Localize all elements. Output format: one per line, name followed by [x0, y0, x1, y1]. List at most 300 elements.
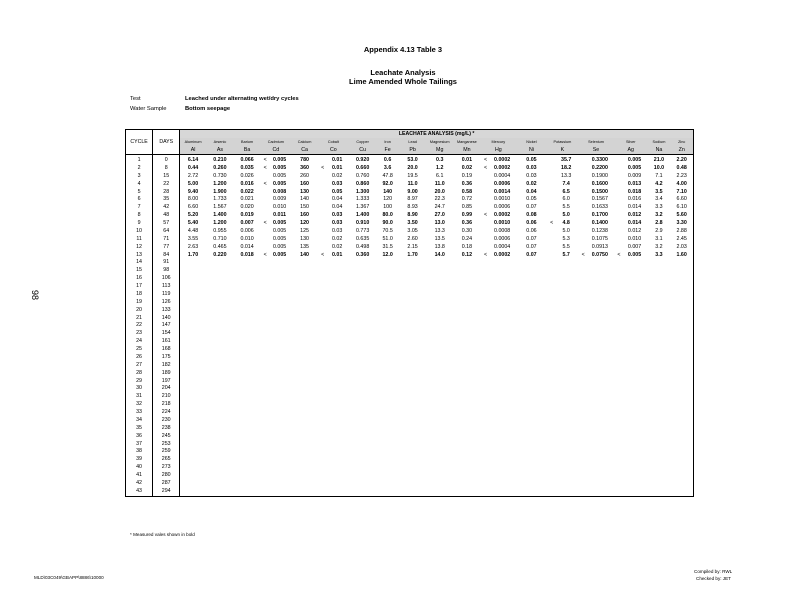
value-cell-na: [648, 370, 671, 378]
value-cell-cd: [268, 448, 292, 456]
qualifier-cell: [578, 448, 586, 456]
checked-by: Checked by: JET: [696, 576, 731, 581]
table-row: [126, 196, 694, 204]
qualifier-cell: [260, 307, 268, 315]
value-cell-cu: [349, 456, 376, 464]
value-cell-cd: 0.005: [272, 235, 287, 242]
qualifier-cell: [260, 448, 268, 456]
qualifier-cell: [260, 464, 268, 472]
value-cell-k: 18.2: [561, 164, 572, 171]
qualifier-cell: [480, 322, 488, 330]
value-cell-zn: [670, 299, 693, 307]
qualifier-cell: [614, 433, 622, 441]
value-cell-co: [325, 370, 349, 378]
value-cell-fe: 100: [383, 204, 393, 211]
value-cell-cd: [268, 433, 292, 441]
table-row: [126, 362, 694, 370]
qualifier-cell: [480, 488, 488, 496]
value-cell-ba: [234, 409, 260, 417]
value-cell-ba: 0.014: [240, 243, 254, 250]
element-name-co: Cobalt: [318, 138, 349, 145]
value-cell-co: 0.03: [331, 180, 343, 187]
cycle-cell: 3: [126, 173, 153, 181]
qualifier-cell: [578, 299, 586, 307]
value-cell-as: 0.220: [213, 251, 227, 258]
value-cell-zn: [670, 275, 693, 283]
value-cell-ba: 0.007: [240, 220, 254, 226]
subtitle-leachate: Leachate Analysis: [370, 68, 436, 77]
table-row: [126, 330, 694, 338]
table-row: [126, 370, 694, 378]
value-cell-ni: 0.07: [526, 235, 537, 242]
value-cell-hg: 0.0010: [494, 196, 511, 203]
qualifier-cell: [547, 315, 555, 323]
value-cell-pb: [399, 393, 426, 401]
value-cell-mn: [453, 488, 480, 496]
days-cell: 224: [153, 409, 180, 417]
qualifier-cell: [547, 204, 555, 212]
qualifier-cell: [480, 299, 488, 307]
value-cell-ca: 160: [300, 212, 309, 219]
value-cell-ag: 0.007: [627, 243, 642, 250]
value-cell-cu: [349, 448, 376, 456]
qualifier-cell: [547, 393, 555, 401]
value-cell-zn: 2.20: [676, 157, 687, 163]
value-cell-mn: 0.36: [461, 180, 473, 187]
cycle-cell: 13: [126, 252, 153, 260]
qualifier-cell: [547, 236, 555, 244]
value-cell-ba: [234, 441, 260, 449]
value-cell-se: [586, 315, 614, 323]
days-cell: 154: [153, 330, 180, 338]
table-row: [126, 409, 694, 417]
qualifier-cell: [578, 346, 586, 354]
value-cell-as: [206, 275, 234, 283]
qualifier-cell: [614, 354, 622, 362]
value-cell-cd: [268, 417, 292, 425]
value-cell-ni: [516, 338, 546, 346]
qualifier-cell: [260, 283, 268, 291]
value-cell-ni: [516, 417, 546, 425]
value-cell-fe: 0.6: [383, 157, 392, 163]
value-cell-co: [325, 315, 349, 323]
value-cell-cd: [268, 378, 292, 386]
value-cell-cd: [268, 456, 292, 464]
element-symbol-zn: Zn: [670, 145, 693, 155]
value-cell-se: [586, 448, 614, 456]
value-cell-ca: [292, 322, 318, 330]
value-cell-as: 0.465: [213, 243, 227, 250]
value-cell-zn: [670, 362, 693, 370]
value-cell-se: 0.3300: [591, 157, 608, 163]
value-cell-ca: 125: [300, 227, 309, 234]
qualifier-cell: [547, 480, 555, 488]
element-symbol-ca: Ca: [292, 145, 318, 155]
value-cell-k: [554, 448, 578, 456]
qualifier-cell: [318, 417, 326, 425]
value-cell-co: [325, 385, 349, 393]
value-cell-cu: 1.367: [356, 204, 370, 211]
value-cell-co: [325, 338, 349, 346]
qualifier-cell: [260, 456, 268, 464]
value-cell-zn: 0.48: [676, 164, 687, 171]
value-cell-k: [554, 346, 578, 354]
value-cell-ni: 0.03: [526, 164, 537, 171]
days-cell: 238: [153, 425, 180, 433]
value-cell-mg: [426, 307, 453, 315]
qualifier-cell: [480, 456, 488, 464]
cycle-cell: 22: [126, 322, 153, 330]
value-cell-ca: [292, 472, 318, 480]
value-cell-pb: [399, 448, 426, 456]
value-cell-cd: [268, 409, 292, 417]
value-cell-hg: 0.0014: [494, 188, 511, 195]
value-cell-mg: [426, 433, 453, 441]
value-cell-cu: [349, 267, 376, 275]
value-cell-hg: 0.0004: [494, 243, 511, 250]
value-cell-na: [648, 385, 671, 393]
value-cell-ni: [516, 315, 546, 323]
value-cell-al: [180, 275, 206, 283]
days-cell: 218: [153, 401, 180, 409]
value-cell-co: [325, 267, 349, 275]
value-cell-zn: [670, 472, 693, 480]
qualifier-cell: [480, 354, 488, 362]
value-cell-mn: [453, 472, 480, 480]
value-cell-al: [180, 338, 206, 346]
value-cell-ba: [234, 299, 260, 307]
value-cell-se: [586, 472, 614, 480]
value-cell-cd: [268, 441, 292, 449]
value-cell-co: [325, 330, 349, 338]
value-cell-pb: [399, 307, 426, 315]
value-cell-mg: [426, 354, 453, 362]
qualifier-cell: [480, 315, 488, 323]
value-cell-mn: 0.99: [461, 212, 473, 219]
element-name-zn: Zinc: [670, 138, 693, 145]
value-cell-cu: [349, 417, 376, 425]
qualifier-cell: [614, 480, 622, 488]
value-cell-ni: 0.07: [526, 204, 537, 211]
value-cell-cu: [349, 378, 376, 386]
value-cell-zn: [670, 464, 693, 472]
value-cell-co: 0.01: [331, 157, 343, 163]
table-row: [126, 236, 694, 244]
value-cell-ag: [622, 464, 648, 472]
element-name-na: Sodium: [648, 138, 671, 145]
value-cell-mn: [453, 393, 480, 401]
value-cell-na: [648, 417, 671, 425]
value-cell-hg: [488, 385, 516, 393]
file-path: MLD\03C049\GBAPP\8886\10000: [34, 575, 104, 580]
value-cell-mg: 14.0: [434, 251, 445, 258]
value-cell-as: [206, 456, 234, 464]
qualifier-cell: [614, 425, 622, 433]
value-cell-pb: 19.5: [407, 172, 418, 179]
value-cell-ca: [292, 385, 318, 393]
qualifier-cell: [318, 456, 326, 464]
days-cell: 91: [153, 259, 180, 267]
value-cell-se: [586, 488, 614, 496]
table-row: [126, 464, 694, 472]
table-row: [126, 204, 694, 212]
value-cell-k: [554, 267, 578, 275]
value-cell-cu: [349, 393, 376, 401]
value-cell-cu: 1.400: [356, 212, 370, 219]
value-cell-k: [554, 401, 578, 409]
value-cell-al: [180, 362, 206, 370]
value-cell-hg: [488, 330, 516, 338]
qualifier-cell: [614, 181, 622, 189]
days-cell: 161: [153, 338, 180, 346]
qualifier-cell: [547, 338, 555, 346]
qualifier-cell: [578, 370, 586, 378]
qualifier-cell: [318, 155, 326, 165]
qualifier-cell: [318, 330, 326, 338]
qualifier-cell: [260, 244, 268, 252]
table-title: Appendix 4.13 Table 3: [363, 45, 443, 54]
qualifier-cell: [578, 480, 586, 488]
qualifier-cell: <: [321, 164, 325, 171]
qualifier-cell: [578, 212, 586, 220]
value-cell-cd: [268, 393, 292, 401]
cycle-cell: 17: [126, 283, 153, 291]
value-cell-ca: [292, 307, 318, 315]
qualifier-cell: [318, 378, 326, 386]
value-cell-pb: [399, 362, 426, 370]
value-cell-al: [180, 299, 206, 307]
cycle-cell: 8: [126, 212, 153, 220]
qualifier-cell: [547, 417, 555, 425]
value-cell-na: [648, 354, 671, 362]
value-cell-mn: [453, 480, 480, 488]
value-cell-ba: [234, 362, 260, 370]
cycle-cell: 4: [126, 181, 153, 189]
value-cell-ca: [292, 354, 318, 362]
value-cell-co: [325, 291, 349, 299]
value-cell-ba: [234, 472, 260, 480]
value-cell-cd: [268, 401, 292, 409]
value-cell-se: [586, 307, 614, 315]
qualifier-cell: [578, 228, 586, 236]
qualifier-cell: [614, 488, 622, 496]
value-cell-co: [325, 393, 349, 401]
value-cell-zn: [670, 322, 693, 330]
table-row: [126, 378, 694, 386]
value-cell-cu: [349, 283, 376, 291]
days-cell: 84: [153, 252, 180, 260]
days-cell: 119: [153, 291, 180, 299]
value-cell-zn: [670, 283, 693, 291]
value-cell-ag: 0.013: [627, 180, 642, 187]
value-cell-mg: 6.1: [436, 172, 444, 179]
element-name-mg: Magnesium: [426, 138, 453, 145]
value-cell-fe: [376, 307, 399, 315]
value-cell-mn: 0.18: [461, 243, 473, 250]
value-cell-cu: [349, 441, 376, 449]
qualifier-cell: [260, 472, 268, 480]
value-cell-fe: [376, 346, 399, 354]
qualifier-cell: [260, 346, 268, 354]
value-cell-cu: [349, 338, 376, 346]
value-cell-al: 6.14: [187, 157, 199, 163]
value-cell-pb: [399, 283, 426, 291]
value-cell-cd: 0.005: [272, 180, 287, 187]
value-cell-na: 3.3: [655, 251, 663, 258]
value-cell-mn: [453, 259, 480, 267]
qualifier-cell: [480, 425, 488, 433]
qualifier-cell: [578, 189, 586, 197]
value-cell-na: 3.4: [655, 196, 663, 203]
value-cell-al: [180, 401, 206, 409]
value-cell-as: 0.955: [213, 227, 227, 234]
value-cell-hg: [488, 259, 516, 267]
qualifier-cell: [260, 267, 268, 275]
value-cell-pb: 9.00: [407, 188, 418, 195]
value-cell-k: [554, 393, 578, 401]
value-cell-mg: [426, 409, 453, 417]
value-cell-al: [180, 433, 206, 441]
value-cell-ca: [292, 448, 318, 456]
cycle-cell: 5: [126, 189, 153, 197]
value-cell-zn: [670, 338, 693, 346]
value-cell-na: [648, 456, 671, 464]
value-cell-hg: [488, 291, 516, 299]
qualifier-cell: [480, 362, 488, 370]
days-cell: 0: [153, 155, 180, 165]
value-cell-ca: 780: [300, 157, 309, 163]
value-cell-cu: [349, 401, 376, 409]
element-name-ag: Silver: [614, 138, 648, 145]
qualifier-cell: [318, 401, 326, 409]
value-cell-ba: [234, 338, 260, 346]
cycle-cell: 26: [126, 354, 153, 362]
value-cell-as: 1.200: [213, 220, 227, 226]
value-cell-se: 0.1900: [591, 172, 608, 179]
qualifier-cell: [578, 409, 586, 417]
value-cell-mn: 0.85: [461, 204, 473, 211]
value-cell-ag: 0.014: [627, 220, 642, 226]
qualifier-cell: [547, 425, 555, 433]
value-cell-cd: [268, 346, 292, 354]
qualifier-cell: [318, 283, 326, 291]
value-cell-ca: 135: [300, 243, 309, 250]
value-cell-na: [648, 393, 671, 401]
value-cell-k: 6.5: [562, 188, 570, 195]
value-cell-as: [206, 480, 234, 488]
value-cell-k: [554, 409, 578, 417]
value-cell-hg: 0.0006: [494, 235, 511, 242]
value-cell-ni: [516, 322, 546, 330]
value-cell-co: 0.02: [331, 235, 343, 242]
value-cell-cd: [268, 299, 292, 307]
qualifier-cell: <: [263, 157, 267, 163]
value-cell-ni: 0.04: [526, 188, 537, 195]
qualifier-cell: [578, 393, 586, 401]
value-cell-ag: [622, 385, 648, 393]
table-row: [126, 315, 694, 323]
value-cell-mg: [426, 401, 453, 409]
value-cell-ca: 140: [300, 251, 309, 258]
element-symbol-al: Al: [180, 145, 206, 155]
value-cell-ag: [622, 354, 648, 362]
value-cell-na: 10.0: [653, 164, 665, 171]
qualifier-cell: [614, 330, 622, 338]
value-cell-ba: [234, 291, 260, 299]
qualifier-cell: [578, 456, 586, 464]
days-cell: 168: [153, 346, 180, 354]
value-cell-cd: [268, 354, 292, 362]
value-cell-se: [586, 275, 614, 283]
cycle-cell: 1: [126, 155, 153, 165]
qualifier-cell: [480, 370, 488, 378]
value-cell-se: [586, 291, 614, 299]
value-cell-al: [180, 370, 206, 378]
value-cell-na: [648, 480, 671, 488]
qualifier-cell: [480, 196, 488, 204]
value-cell-as: [206, 362, 234, 370]
value-cell-se: [586, 283, 614, 291]
value-cell-fe: [376, 464, 399, 472]
value-cell-pb: [399, 346, 426, 354]
value-cell-fe: [376, 291, 399, 299]
value-cell-hg: 0.0002: [494, 157, 511, 163]
element-symbol-as: As: [206, 145, 234, 155]
value-cell-fe: [376, 480, 399, 488]
value-cell-hg: [488, 488, 516, 496]
value-cell-cd: 0.011: [273, 212, 287, 219]
value-cell-al: [180, 385, 206, 393]
value-cell-mn: 0.02: [461, 164, 473, 171]
table-row: [126, 173, 694, 181]
value-cell-mn: [453, 322, 480, 330]
value-cell-cd: 0.010: [272, 204, 287, 211]
value-cell-na: [648, 362, 671, 370]
value-cell-ni: 0.06: [526, 227, 537, 234]
cycle-cell: 36: [126, 433, 153, 441]
value-cell-k: [554, 283, 578, 291]
qualifier-cell: <: [483, 212, 488, 219]
value-cell-mg: 24.7: [434, 204, 445, 211]
value-cell-pb: 3.50: [407, 220, 418, 226]
value-cell-fe: [376, 338, 399, 346]
qualifier-cell: [480, 409, 488, 417]
value-cell-hg: 0.0002: [494, 212, 511, 219]
value-cell-mg: [426, 417, 453, 425]
days-cell: 126: [153, 299, 180, 307]
qualifier-cell: [614, 291, 622, 299]
qualifier-cell: [318, 307, 326, 315]
value-cell-k: 5.5: [562, 204, 570, 211]
value-cell-k: 13.3: [561, 172, 572, 179]
value-cell-na: [648, 291, 671, 299]
value-cell-hg: [488, 433, 516, 441]
value-cell-pb: [399, 315, 426, 323]
qualifier-cell: [578, 322, 586, 330]
value-cell-mg: [426, 322, 453, 330]
value-cell-cu: [349, 291, 376, 299]
qualifier-cell: [578, 354, 586, 362]
qualifier-cell: [614, 212, 622, 220]
value-cell-cu: [349, 370, 376, 378]
value-cell-hg: [488, 464, 516, 472]
value-cell-hg: [488, 378, 516, 386]
value-cell-pb: [399, 259, 426, 267]
value-cell-mg: [426, 330, 453, 338]
value-cell-mn: [453, 448, 480, 456]
value-cell-ag: 0.005: [627, 157, 642, 163]
qualifier-cell: [547, 291, 555, 299]
